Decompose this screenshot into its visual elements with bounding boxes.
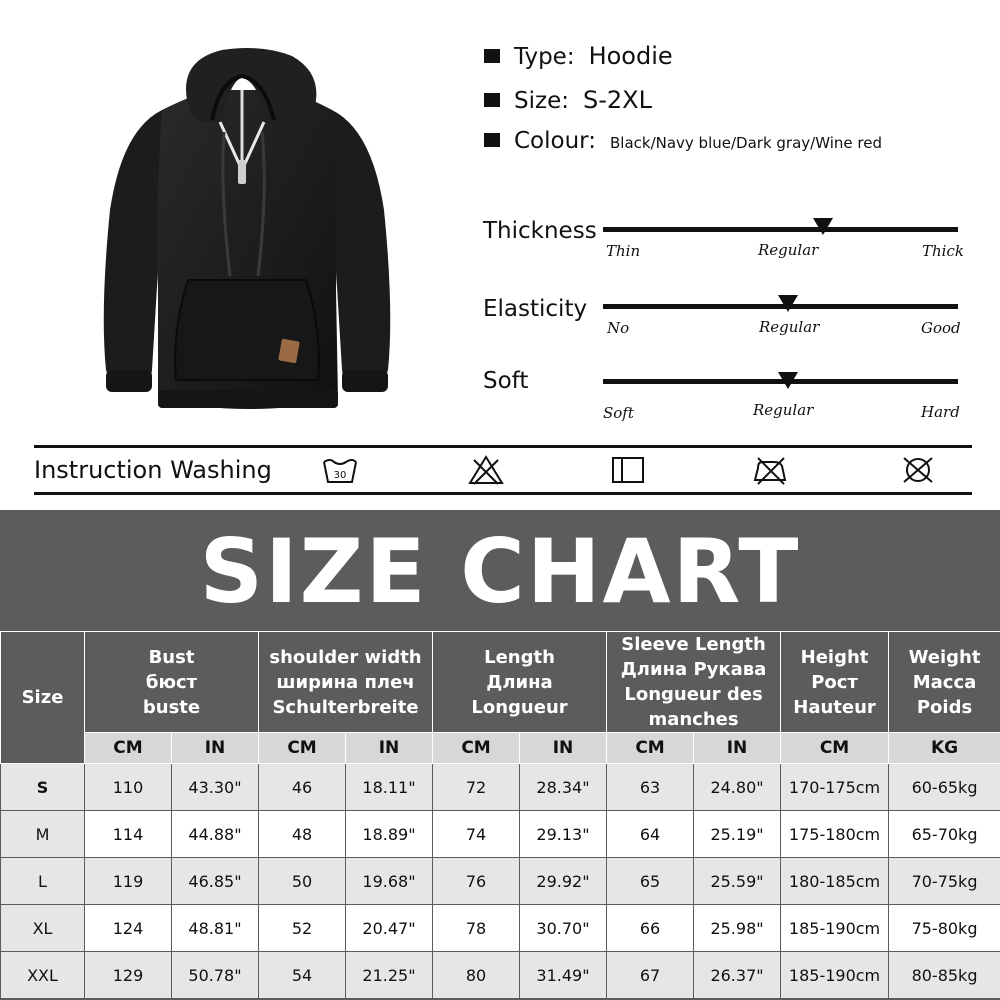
- do-not-iron-icon: [752, 454, 788, 486]
- table-row: [1, 952, 1000, 999]
- line-dry-icon: [610, 454, 646, 486]
- unit-cell: IN: [520, 733, 607, 764]
- units-row: [1, 733, 1000, 764]
- value-cell: 76: [433, 858, 520, 905]
- value-cell: 67: [607, 952, 694, 999]
- value-cell: 129: [85, 952, 172, 999]
- scale-elasticity-right: Good: [921, 319, 961, 337]
- bullet-square: [484, 133, 500, 147]
- table-row: [1, 764, 1000, 811]
- size-chart-title: SIZE CHART: [199, 520, 801, 623]
- scale-elasticity-mid: Regular: [759, 318, 820, 336]
- unit-cell: CM: [781, 733, 889, 764]
- do-not-bleach-icon: [468, 454, 504, 486]
- value-cell: 43.30": [172, 764, 259, 811]
- unit-cell: KG: [889, 733, 1000, 764]
- spec-size: [484, 86, 652, 114]
- value-cell: 46.85": [172, 858, 259, 905]
- value-cell: 54: [259, 952, 346, 999]
- value-cell: 74: [433, 811, 520, 858]
- unit-cell: IN: [172, 733, 259, 764]
- table-row: [1, 905, 1000, 952]
- value-cell: 46: [259, 764, 346, 811]
- hoodie-product-image: [92, 40, 402, 430]
- value-cell: 50.78": [172, 952, 259, 999]
- size-cell: L: [1, 858, 85, 905]
- value-cell: 124: [85, 905, 172, 952]
- value-cell: 21.25": [346, 952, 433, 999]
- size-cell: XXL: [1, 952, 85, 999]
- spec-colour-value: Black/Navy blue/Dark gray/Wine red: [609, 134, 882, 152]
- weight-header: Weight Масса Poids: [889, 632, 1000, 733]
- spec-colour-key: Colour:: [514, 128, 596, 154]
- spec-size-value: S-2XL: [582, 86, 652, 114]
- value-cell: 26.37": [694, 952, 781, 999]
- value-cell: 29.92": [520, 858, 607, 905]
- table-row: [1, 811, 1000, 858]
- table-row: [1, 858, 1000, 905]
- scale-soft-left: Soft: [603, 404, 634, 422]
- value-cell: 78: [433, 905, 520, 952]
- value-cell: 75-80kg: [889, 905, 1000, 952]
- bullet-square: [484, 49, 500, 63]
- size-header: Size: [1, 632, 85, 764]
- value-cell: 70-75kg: [889, 858, 1000, 905]
- washing-title: Instruction Washing: [34, 456, 272, 484]
- divider-top: [34, 445, 972, 448]
- wash-temp-label: 30: [333, 470, 347, 481]
- value-cell: 25.19": [694, 811, 781, 858]
- unit-cell: IN: [346, 733, 433, 764]
- bust-header: Bust бюст buste: [85, 632, 259, 733]
- divider-bottom: [34, 492, 972, 495]
- value-cell: 170-175cm: [781, 764, 889, 811]
- value-cell: 63: [607, 764, 694, 811]
- scale-thickness-left: Thin: [606, 242, 641, 260]
- unit-cell: IN: [694, 733, 781, 764]
- value-cell: 25.59": [694, 858, 781, 905]
- table-header-row: [1, 632, 1000, 733]
- bullet-square: [484, 93, 500, 107]
- size-cell: XL: [1, 905, 85, 952]
- spec-type: [484, 42, 673, 70]
- value-cell: 80: [433, 952, 520, 999]
- value-cell: 52: [259, 905, 346, 952]
- scale-thickness-marker: [813, 218, 833, 235]
- value-cell: 119: [85, 858, 172, 905]
- value-cell: 20.47": [346, 905, 433, 952]
- scale-elasticity-left: No: [607, 319, 630, 337]
- value-cell: 114: [85, 811, 172, 858]
- scale-thickness-line: [603, 227, 958, 232]
- value-cell: 44.88": [172, 811, 259, 858]
- sleeve-length-header: Sleeve Length Длина Рукава Longueur des manches: [607, 632, 781, 733]
- shoulder-width-header: shoulder width ширина плеч Schulterbreite: [259, 632, 433, 733]
- scale-soft-mid: Regular: [753, 401, 814, 419]
- scale-thickness-right: Thick: [922, 242, 964, 260]
- value-cell: 48.81": [172, 905, 259, 952]
- value-cell: 185-190cm: [781, 905, 889, 952]
- value-cell: 50: [259, 858, 346, 905]
- value-cell: 48: [259, 811, 346, 858]
- scale-soft-name: Soft: [483, 368, 529, 394]
- value-cell: 19.68": [346, 858, 433, 905]
- wash-30-icon: [322, 454, 358, 486]
- value-cell: 180-185cm: [781, 858, 889, 905]
- height-header: Height Рост Hauteur: [781, 632, 889, 733]
- value-cell: 30.70": [520, 905, 607, 952]
- value-cell: 18.89": [346, 811, 433, 858]
- spec-type-key: Type:: [514, 44, 575, 70]
- scale-elasticity-name: Elasticity: [483, 296, 588, 322]
- scale-elasticity-marker: [778, 295, 798, 312]
- value-cell: 175-180cm: [781, 811, 889, 858]
- value-cell: 64: [607, 811, 694, 858]
- unit-cell: CM: [259, 733, 346, 764]
- value-cell: 65-70kg: [889, 811, 1000, 858]
- value-cell: 185-190cm: [781, 952, 889, 999]
- value-cell: 60-65kg: [889, 764, 1000, 811]
- spec-size-key: Size:: [514, 88, 569, 114]
- value-cell: 29.13": [520, 811, 607, 858]
- scale-thickness-mid: Regular: [758, 241, 819, 259]
- value-cell: 25.98": [694, 905, 781, 952]
- length-header: Length Длина Longueur: [433, 632, 607, 733]
- unit-cell: CM: [607, 733, 694, 764]
- unit-cell: CM: [85, 733, 172, 764]
- do-not-dry-clean-icon: [900, 454, 936, 486]
- spec-type-value: Hoodie: [588, 42, 673, 70]
- value-cell: 66: [607, 905, 694, 952]
- scale-soft-right: Hard: [921, 403, 960, 421]
- value-cell: 31.49": [520, 952, 607, 999]
- value-cell: 80-85kg: [889, 952, 1000, 999]
- unit-cell: CM: [433, 733, 520, 764]
- value-cell: 18.11": [346, 764, 433, 811]
- size-rows: [1, 764, 1000, 999]
- value-cell: 24.80": [694, 764, 781, 811]
- size-cell: S: [1, 764, 85, 811]
- scale-thickness-name: Thickness: [483, 218, 597, 244]
- value-cell: 28.34": [520, 764, 607, 811]
- scale-soft-marker: [778, 372, 798, 389]
- value-cell: 110: [85, 764, 172, 811]
- value-cell: 72: [433, 764, 520, 811]
- spec-colour: [484, 128, 882, 154]
- size-table: [0, 631, 1000, 999]
- value-cell: 65: [607, 858, 694, 905]
- size-cell: M: [1, 811, 85, 858]
